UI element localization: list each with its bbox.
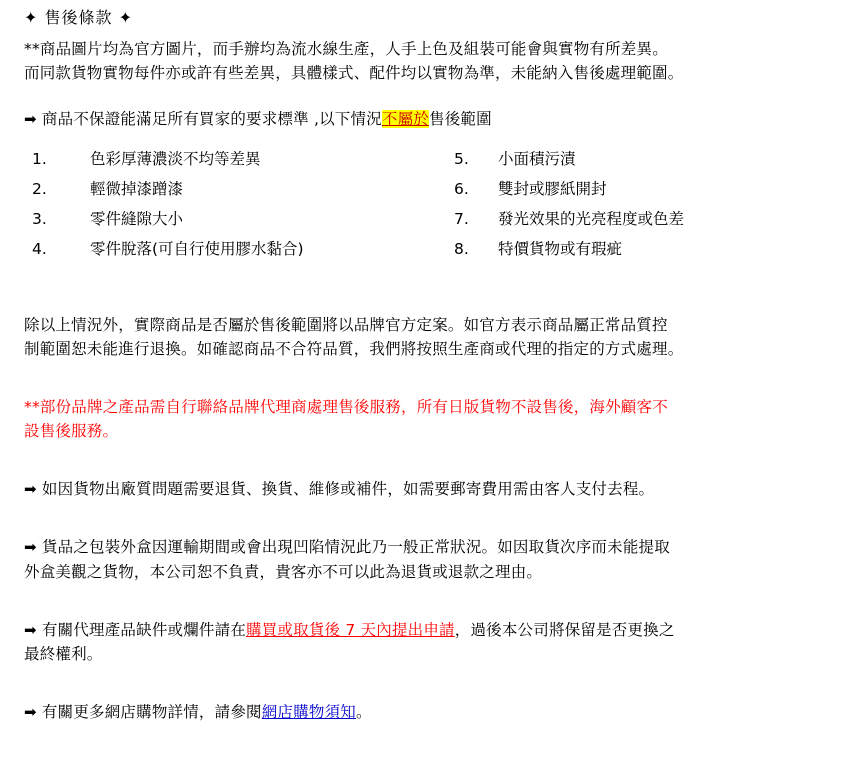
list-item-label: 零件脫落(可自行使用膠水黏合) <box>90 240 304 259</box>
policy-line-1: 除以上情況外，實際商品是否屬於售後範圍將以品牌官方定案。如官方表示商品屬正常品質控 <box>24 316 668 335</box>
list-item-label: 輕微掉漆蹭漆 <box>90 180 184 199</box>
intro-line-2: 而同款貨物實物每件亦或許有些差異，具體樣式、配件均以實物為準，未能納入售後處理範圍。 <box>24 63 684 82</box>
intro-paragraph <box>24 37 854 85</box>
spacer <box>24 445 854 465</box>
spacer <box>24 688 854 700</box>
spacer <box>24 523 854 535</box>
shopping-guide-link[interactable]: 網店購物須知 <box>261 702 356 721</box>
list-item <box>24 177 454 201</box>
spacer <box>24 87 854 107</box>
policy-line-2: 制範圍恕未能進行退換。如確認商品不合符品質，我們將按照生產商或代理的指定的方式處理。 <box>24 340 684 359</box>
bullet-package-condition <box>24 535 854 583</box>
list-item-number: 8. <box>454 240 469 259</box>
list-item-number: 5. <box>454 150 469 169</box>
spacer <box>24 301 854 313</box>
spacer <box>24 606 854 618</box>
page-title: ✦ 售後條款 ✦ <box>24 8 133 27</box>
exclusion-list <box>24 147 854 267</box>
policy-paragraph <box>24 313 854 361</box>
list-item <box>454 147 684 171</box>
spacer <box>24 383 854 395</box>
bullet-more-text-after: 。 <box>355 702 372 721</box>
brand-notice-paragraph <box>24 395 854 443</box>
list-item-number: 3. <box>32 210 47 229</box>
list-item <box>24 207 454 231</box>
exclusion-list-right-column <box>454 147 684 267</box>
bullet-return-shipping <box>24 477 854 501</box>
list-item-label: 零件縫隙大小 <box>90 210 184 229</box>
list-item <box>24 237 454 261</box>
arrow-icon: ➡ <box>24 480 37 499</box>
list-item-label: 色彩厚薄濃淡不均等差異 <box>90 150 261 169</box>
list-item-number: 4. <box>32 240 47 259</box>
bullet-more-info <box>24 700 854 724</box>
list-item-label: 特價貨物或有瑕疵 <box>498 240 623 259</box>
bullet-parts-highlight: 購買或取貨後 7 天內提出申請 <box>246 620 455 639</box>
bullet-parts-text-after: ，過後本公司將保留是否更換之 <box>454 620 675 639</box>
spacer <box>24 465 854 477</box>
arrow-icon: ➡ <box>24 702 37 721</box>
arrow-icon: ➡ <box>24 538 37 557</box>
notice-highlight: 不屬於 <box>381 109 429 128</box>
spacer <box>24 668 854 688</box>
bullet-more-text-before: 有關更多網店購物詳情，請參閱 <box>41 702 262 721</box>
bullet-parts-line-2: 最終權利。 <box>24 644 103 663</box>
notice-text-after: 售後範圍 <box>429 109 492 128</box>
exclusion-list-left-column <box>24 147 454 267</box>
list-item <box>454 237 684 261</box>
list-item <box>24 147 454 171</box>
bullet-parts-line-1 <box>24 618 854 642</box>
list-item-label: 發光效果的光亮程度或色差 <box>498 210 685 229</box>
list-item <box>454 177 684 201</box>
list-item-label: 雙封或膠紙開封 <box>498 180 607 199</box>
spacer <box>24 271 854 301</box>
bullet-package-line-1 <box>24 535 854 559</box>
bullet-package-text-1: 貨品之包裝外盒因運輸期間或會出現凹陷情況此乃一般正常狀況。如因取貨次序而未能提取 <box>41 538 670 557</box>
spacer <box>24 363 854 383</box>
list-item-label: 小面積污漬 <box>498 150 576 169</box>
bullet-return-text: 如因貨物出廠質問題需要退貨、換貨、維修或補件，如需要郵寄費用需由客人支付去程。 <box>41 480 655 499</box>
arrow-icon: ➡ <box>24 109 37 128</box>
bullet-missing-parts <box>24 618 854 666</box>
intro-line-1: **商品圖片均為官方圖片，而手辦均為流水線生產，人手上色及組裝可能會與實物有所差異。 <box>24 39 668 58</box>
list-item-number: 6. <box>454 180 469 199</box>
list-item-number: 7. <box>454 210 469 229</box>
brand-notice-line-1: **部份品牌之產品需自行聯絡品牌代理商處理售後服務，所有日版貨物不設售後，海外顧客不 <box>24 398 668 417</box>
bullet-parts-text-before: 有關代理產品缺件或爛件請在 <box>41 620 247 639</box>
spacer <box>24 503 854 523</box>
notice-line <box>24 107 854 131</box>
notice-text-before: 商品不保證能滿足所有買家的要求標準 ,以下情況 <box>41 109 382 128</box>
bullet-package-line-2: 外盒美觀之貨物，本公司恕不負責，貴客亦不可以此為退貨或退款之理由。 <box>24 562 543 581</box>
spacer <box>24 586 854 606</box>
arrow-icon: ➡ <box>24 620 37 639</box>
brand-notice-line-2: 設售後服務。 <box>24 422 119 441</box>
list-item <box>454 207 684 231</box>
list-item-number: 2. <box>32 180 47 199</box>
list-item-number: 1. <box>32 150 47 169</box>
